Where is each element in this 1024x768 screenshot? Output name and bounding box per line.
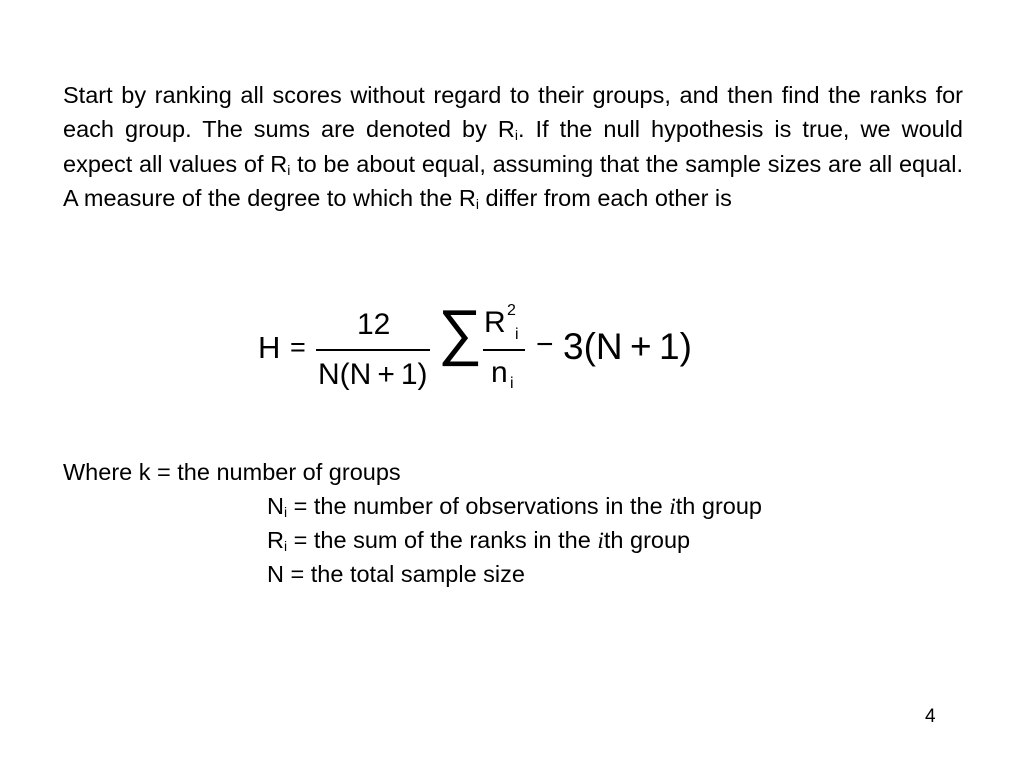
formula-r: R xyxy=(484,306,506,339)
formula-tail: 3(N + 1) xyxy=(563,326,692,367)
def-text: = the sum of the ranks in the xyxy=(287,527,598,553)
def-text-end: th group xyxy=(675,493,762,519)
formula-r-subscript: i xyxy=(515,326,519,343)
subscript-i: i xyxy=(475,196,479,213)
formula-numerator: 12 xyxy=(357,308,391,341)
formula-fraction-bar xyxy=(316,349,430,351)
paragraph-part-3: to be about equal, assuming that the sample sizes are all equal. A measure of the degree to which the R xyxy=(63,150,963,212)
formula-ratio-bar xyxy=(483,349,525,351)
paragraph-part-4: differ from each other is xyxy=(478,185,732,212)
definition-n: N = the total sample size xyxy=(267,561,525,587)
def-text: = the number of observations in the xyxy=(287,493,670,519)
def-var: N xyxy=(267,493,284,519)
definition-ri xyxy=(267,523,690,558)
def-subscript: i xyxy=(283,538,288,554)
definition-k: Where k = the number of groups xyxy=(63,459,401,485)
definition-ni xyxy=(267,489,762,524)
paragraph-part-2: . If the null hypothesis is true, we would expect all values of R xyxy=(63,116,963,177)
def-var: R xyxy=(267,527,284,553)
def-italic-i: i xyxy=(669,494,676,520)
def-subscript: i xyxy=(283,504,288,520)
formula-n-subscript: i xyxy=(510,375,514,392)
formula-r-superscript: 2 xyxy=(507,302,516,319)
formula-n: n xyxy=(491,356,508,389)
subscript-i: i xyxy=(514,127,518,144)
def-text-end: th group xyxy=(603,527,691,553)
formula-denominator: N(N + 1) xyxy=(318,358,428,391)
def-italic-i: i xyxy=(597,528,604,554)
subscript-i: i xyxy=(287,161,291,178)
paragraph-part-1: Start by ranking all scores without regard to their groups, and then find the ranks for each group. The sums are denoted by R xyxy=(63,82,963,143)
formula-h: H xyxy=(258,330,281,365)
formula-minus: − xyxy=(536,328,554,361)
sum-symbol: ∑ xyxy=(438,298,483,367)
page-number: 4 xyxy=(925,706,936,727)
formula-equals: = xyxy=(290,332,306,362)
